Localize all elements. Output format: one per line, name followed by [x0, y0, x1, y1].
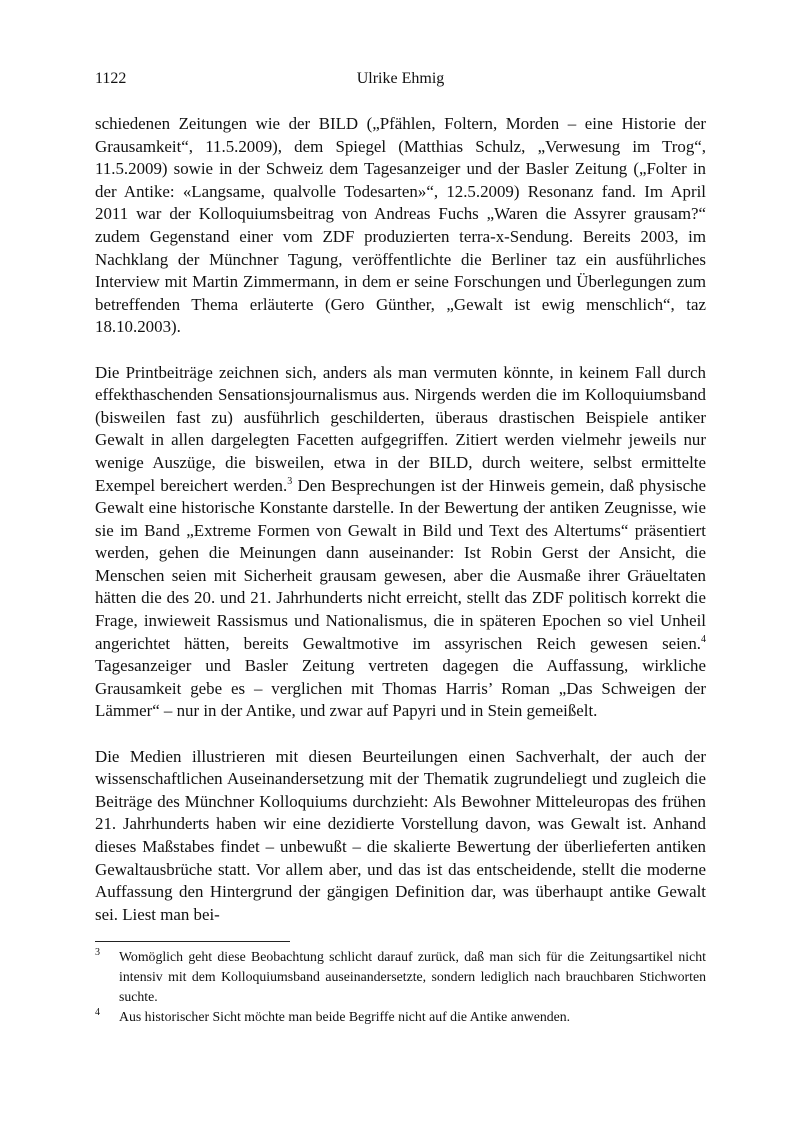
footnote-text-4: Aus historischer Sicht möchte man beide Begriffe nicht auf die Antike anwenden.	[119, 1009, 571, 1024]
paragraph-2-part-3: Tagesanzeiger und Basler Zeitung vertreten dagegen die Auffassung, wirkliche Grausamkeit gebe es – verglichen mit Thomas Harris’ Roman „Das Schweigen der Lämmer“ – nur in der Antike, und zwar auf Papyri und in Stein gemeißelt.	[95, 656, 706, 721]
running-head: Ulrike Ehmig	[356, 70, 445, 87]
footnote-3	[95, 947, 706, 1007]
body-text	[95, 113, 706, 926]
footnote-text-3: Womöglich geht diese Beobachtung schlicht darauf zurück, daß man sich für die Zeitungsartikel nicht intensiv mit dem Kolloquiumsband auseinandersetzte, sondern lediglich nach brauchbaren Stichworten suchte.	[119, 949, 706, 1004]
footnote-mark-4: 4	[95, 1007, 100, 1018]
footnote-ref-4[interactable]: 4	[701, 633, 706, 645]
paragraph-2-part-1: Die Printbeiträge zeichnen sich, anders als man vermuten könnte, in keinem Fall durch effekthaschenden Sensationsjournalismus aus. Nirgends werden die im Kolloquiumsband (bisweilen fast zu) ausführlich geschilderten, überaus drastischen Beispiele antiker Gewalt in allen dargelegten Facetten aufgegriffen. Zitiert werden vielmehr jeweils nur wenige Auszüge, die bisweilen, etwa in der BILD, durch weitere, selbst ermittelte Exempel bereichert werden.	[95, 362, 706, 495]
paragraph-2	[95, 362, 706, 724]
footnote-mark-3: 3	[95, 947, 100, 958]
paragraph-3: Die Medien illustrieren mit diesen Beurteilungen einen Sachverhalt, der auch der wissenschaftlichen Auseinandersetzung mit der Thematik zugrundeliegt und zugleich die Beiträge des Münchner Kolloquiums durchzieht: Als Bewohner Mitteleuropas des frühen 21. Jahrhunderts haben wir eine dezidierte Vorstellung davon, was Gewalt ist. Anhand dieses Maßstabes findet – unbewußt – die skalierte Bewertung der überlieferten antiken Gewaltausbrüche statt. Vor allem aber, und das ist das entscheidende, stellt die moderne Auffassung den Hintergrund der gängigen Definition dar, was überhaupt antike Gewalt sei. Liest man bei-	[95, 746, 706, 924]
footnote-separator	[95, 941, 290, 942]
paragraph-1: schiedenen Zeitungen wie der BILD („Pfählen, Foltern, Morden – eine Historie der Grausamkeit“, 11.5.2009), dem Spiegel (Matthias Schulz, „Verwesung im Trog“, 11.5.2009) sowie in der Schweiz dem Tagesanzeiger und der Basler Zeitung („Folter in der Antike: «Langsame, qualvolle Todesarten»“, 12.5.2009) Resonanz fand. Im April 2011 war der Kolloquiumsbeitrag von Andreas Fuchs „Waren die Assyrer grausam?“ zudem Gegenstand einer vom ZDF produzierten terra-x-Sendung. Bereits 2003, im Nachklang der Münchner Tagung, veröffentlichte die Berliner taz ein ausführliches Interview mit Martin Zimmermann, in dem er seine Forschungen und Überlegungen zum betreffenden Thema erläuterte (Gero Günther, „Gewalt ist ewig menschlich“, taz 18.10.2003).	[95, 114, 706, 337]
page-header	[95, 70, 706, 92]
footnote-4	[95, 1007, 706, 1027]
page-number: 1122	[95, 70, 127, 87]
paragraph-2-part-2: Den Besprechungen ist der Hinweis gemein, daß physische Gewalt eine historische Konstante darstelle. In der Bewertung der antiken Zeugnisse, wie sie im Band „Extreme Formen von Gewalt in Bild und Text des Altertums“ präsentiert werden, gehen die Meinungen dann auseinander: Ist Robin Gerst der Ansicht, die Menschen seien mit Sicherheit grausam gewesen, aber die Ausmaße ihrer Gräueltaten hätten die des 20. und 21. Jahrhunderts nicht erreicht, stellt das ZDF politisch korrekt die Frage, inwieweit Rassismus und Nationalismus, die in späteren Epochen so viel Unheil angerichtet hätten, bereits Gewaltmotive im assyrischen Reich gewesen seien.	[95, 475, 707, 653]
footnote-ref-3[interactable]: 3	[287, 475, 293, 487]
footnotes	[95, 947, 706, 1027]
